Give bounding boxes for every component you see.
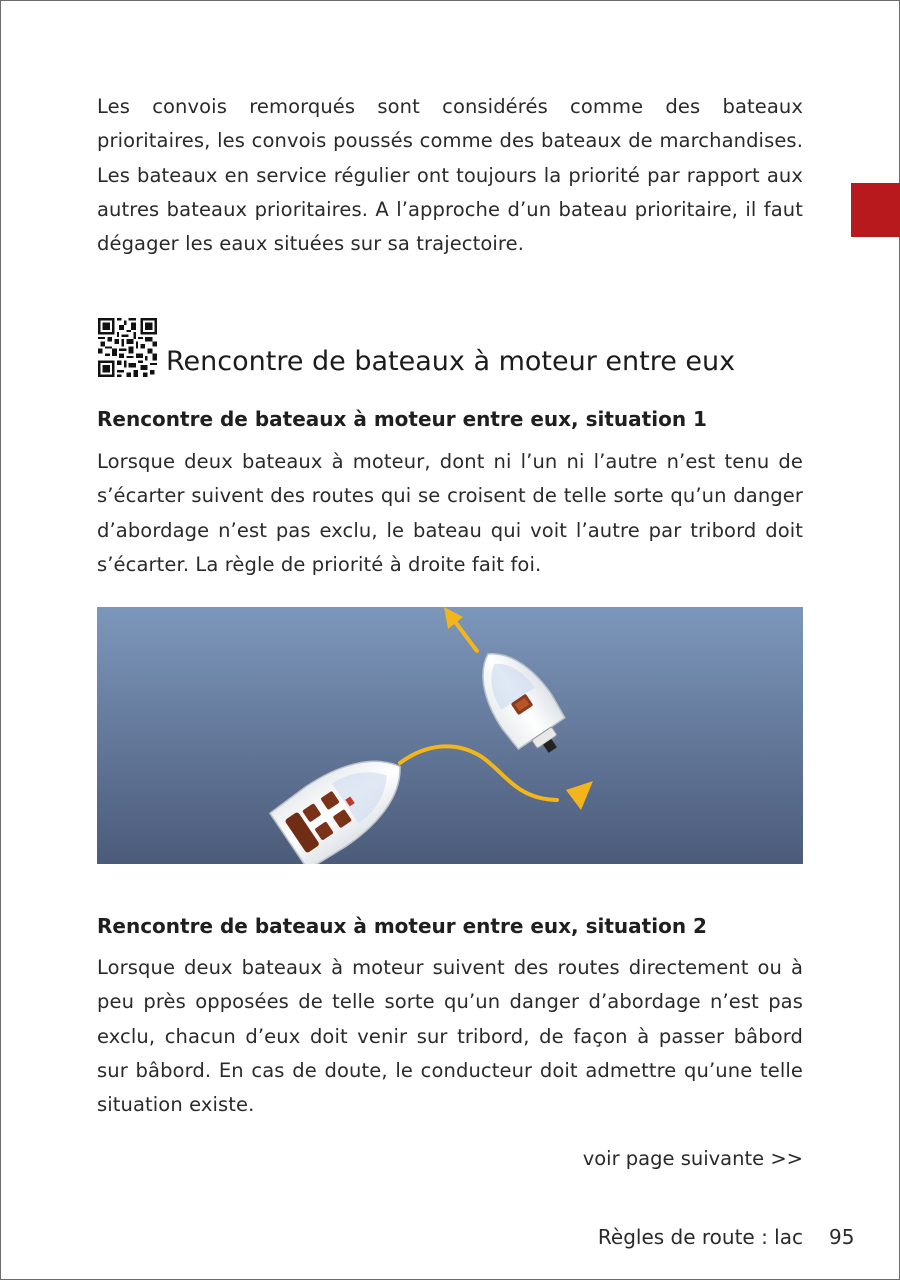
boats-crossing-illustration — [97, 607, 803, 864]
situation-2-heading: Rencontre de bateaux à moteur entre eux, situation 2 — [97, 914, 707, 938]
section-title: Rencontre de bateaux à moteur entre eux — [166, 346, 736, 377]
situation-1-heading: Rencontre de bateaux à moteur entre eux, situation 1 — [97, 407, 707, 431]
intro-paragraph: Les convois remorqués sont considérés comme des bateaux prioritaires, les convois poussés comme des bateaux de marchandises. Les bateaux en service régulier ont toujours la priorité par rapport aux autres bateaux prioritaires. A l’approche d’un bateau prioritaire, il faut dégager les eaux situées sur sa trajectoire. — [97, 95, 803, 256]
water-background — [97, 607, 803, 864]
footer-page-number: 95 — [829, 1225, 855, 1249]
chapter-tab-marker — [851, 183, 900, 237]
qr-code-icon[interactable] — [97, 318, 158, 377]
footer-chapter-title: Règles de route : lac — [597, 1225, 803, 1249]
situation-1-body: Lorsque deux bateaux à moteur, dont ni l’un ni l’autre n’est tenu de s’écarter suivent des routes qui se croisent de telle sorte qu’un danger d’abordage n’est pas exclu, le bateau qui voit l’autre par tribord doit s’écarter. La règle de priorité à droite fait foi. — [97, 450, 803, 576]
situation-2-body: Lorsque deux bateaux à moteur suivent des routes directement ou à peu près opposées de telle sorte qu’un danger d’abordage n’est pas exclu, chacun d’eux doit venir sur tribord, de façon à passer bâbord sur bâbord. En cas de doute, le conducteur doit admettre qu’une telle situation existe. — [97, 956, 803, 1117]
see-next-page-link[interactable]: voir page suivante >> — [582, 1147, 803, 1170]
